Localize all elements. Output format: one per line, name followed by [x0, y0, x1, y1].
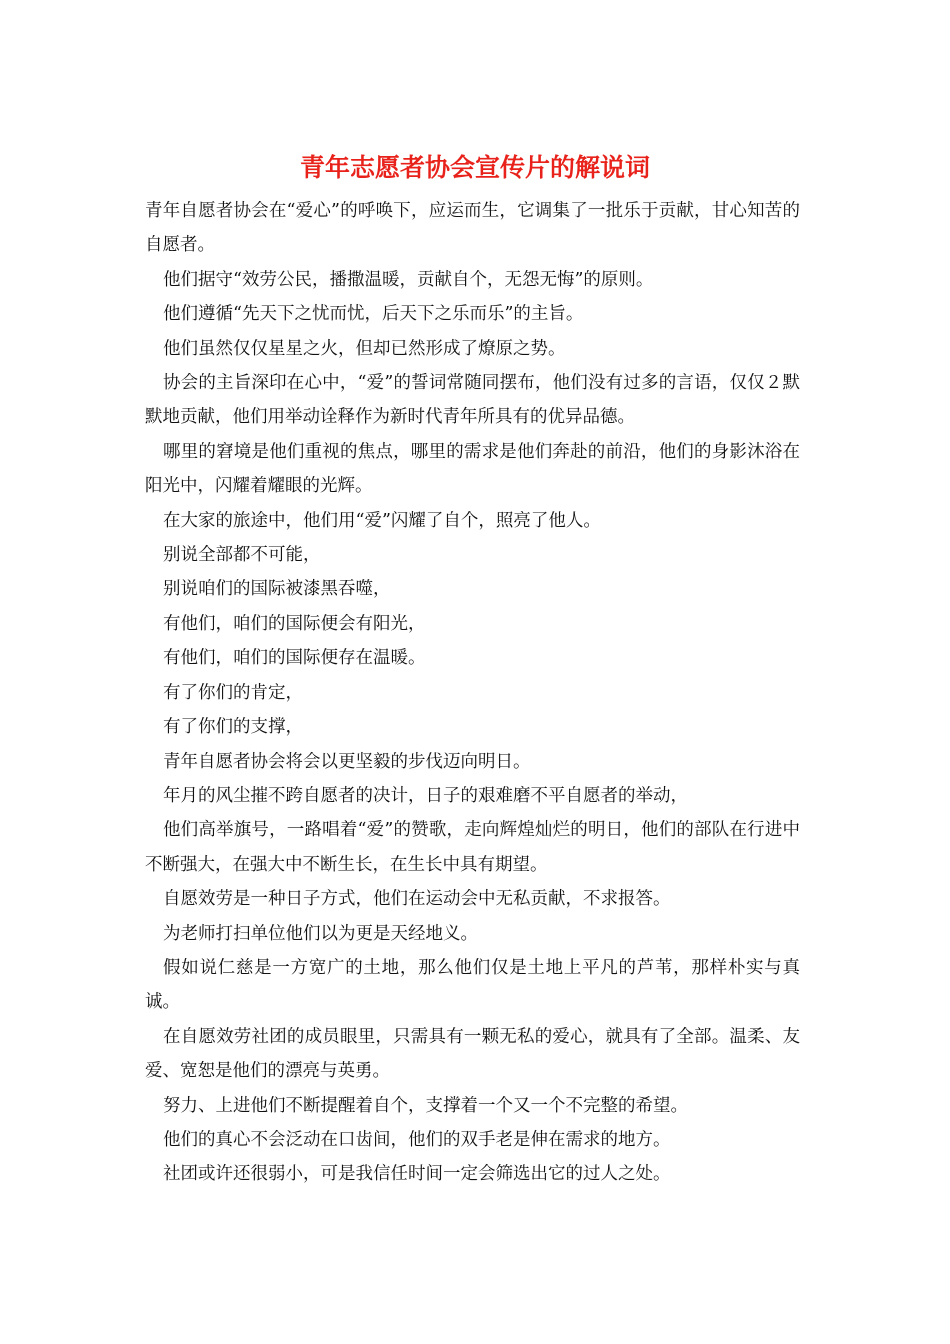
- paragraph: 他们高举旗号，一路唱着“爱”的赞歌，走向辉煌灿烂的明日，他们的部队在行进中不断强大，在强大中不断生长，在生长中具有期望。: [145, 820, 800, 875]
- paragraph: 他们的真心不会泛动在口齿间，他们的双手老是伸在需求的地方。: [163, 1129, 671, 1150]
- paragraph: 他们虽然仅仅星星之火，但却已然形成了燎原之势。: [163, 338, 566, 359]
- paragraph: 为老师打扫单位他们以为更是天经地义。: [163, 923, 478, 944]
- paragraph: 努力、上进他们不断提醒着自个，支撑着一个又一个不完整的希望。: [163, 1095, 688, 1116]
- paragraph: 别说全部都不可能，: [163, 545, 321, 566]
- paragraph: 他们遵循“先天下之忧而忧，后天下之乐而乐”的主旨。: [163, 304, 584, 325]
- paragraph: 假如说仁慈是一方宽广的土地，那么他们仅是土地上平凡的芦苇，那样朴实与真诚。: [145, 957, 800, 1013]
- paragraph: 协会的主旨深印在心中，“爱”的誓词常随同摆布，他们没有过多的言语，仅仅２默默地贡献，他们用举动诠释作为新时代青年所具有的优异品德。: [145, 373, 800, 428]
- paragraph: 在大家的旅途中，他们用“爱”闪耀了自个，照亮了他人。: [163, 510, 601, 531]
- paragraph: 他们据守“效劳公民，播撒温暖，贡献自个，无怨无悔”的原则。: [163, 269, 654, 290]
- paragraph: 自愿效劳是一种日子方式，他们在运动会中无私贡献，不求报答。: [163, 889, 671, 910]
- paragraph: 有了你们的肯定，: [163, 682, 303, 703]
- paragraph: 有他们，咱们的国际便会有阳光，: [163, 613, 426, 634]
- document-body: [145, 194, 800, 1192]
- paragraph: 青年自愿者协会将会以更坚毅的步伐迈向明日。: [163, 751, 531, 772]
- paragraph: 有他们，咱们的国际便存在温暖。: [163, 648, 426, 669]
- paragraph: 有了你们的支撑，: [163, 717, 303, 738]
- paragraph: 别说咱们的国际被漆黑吞噬，: [163, 579, 391, 600]
- paragraph: 青年自愿者协会在“爱心”的呼唤下，应运而生，它调集了一批乐于贡献，甘心知苦的自愿者。: [145, 201, 800, 256]
- paragraph: 在自愿效劳社团的成员眼里，只需具有一颗无私的爱心，就具有了全部。温柔、友爱、宽恕是他们的漂亮与英勇。: [145, 1026, 800, 1082]
- paragraph: 年月的风尘摧不跨自愿者的决计，日子的艰难磨不平自愿者的举动，: [163, 785, 688, 806]
- document-title: 青年志愿者协会宣传片的解说词: [299, 153, 650, 182]
- paragraph: 哪里的窘境是他们重视的焦点，哪里的需求是他们奔赴的前沿，他们的身影沐浴在阳光中，闪耀着耀眼的光辉。: [145, 441, 800, 497]
- paragraph: 社团或许还很弱小，可是我信任时间一定会筛选出它的过人之处。: [163, 1164, 671, 1185]
